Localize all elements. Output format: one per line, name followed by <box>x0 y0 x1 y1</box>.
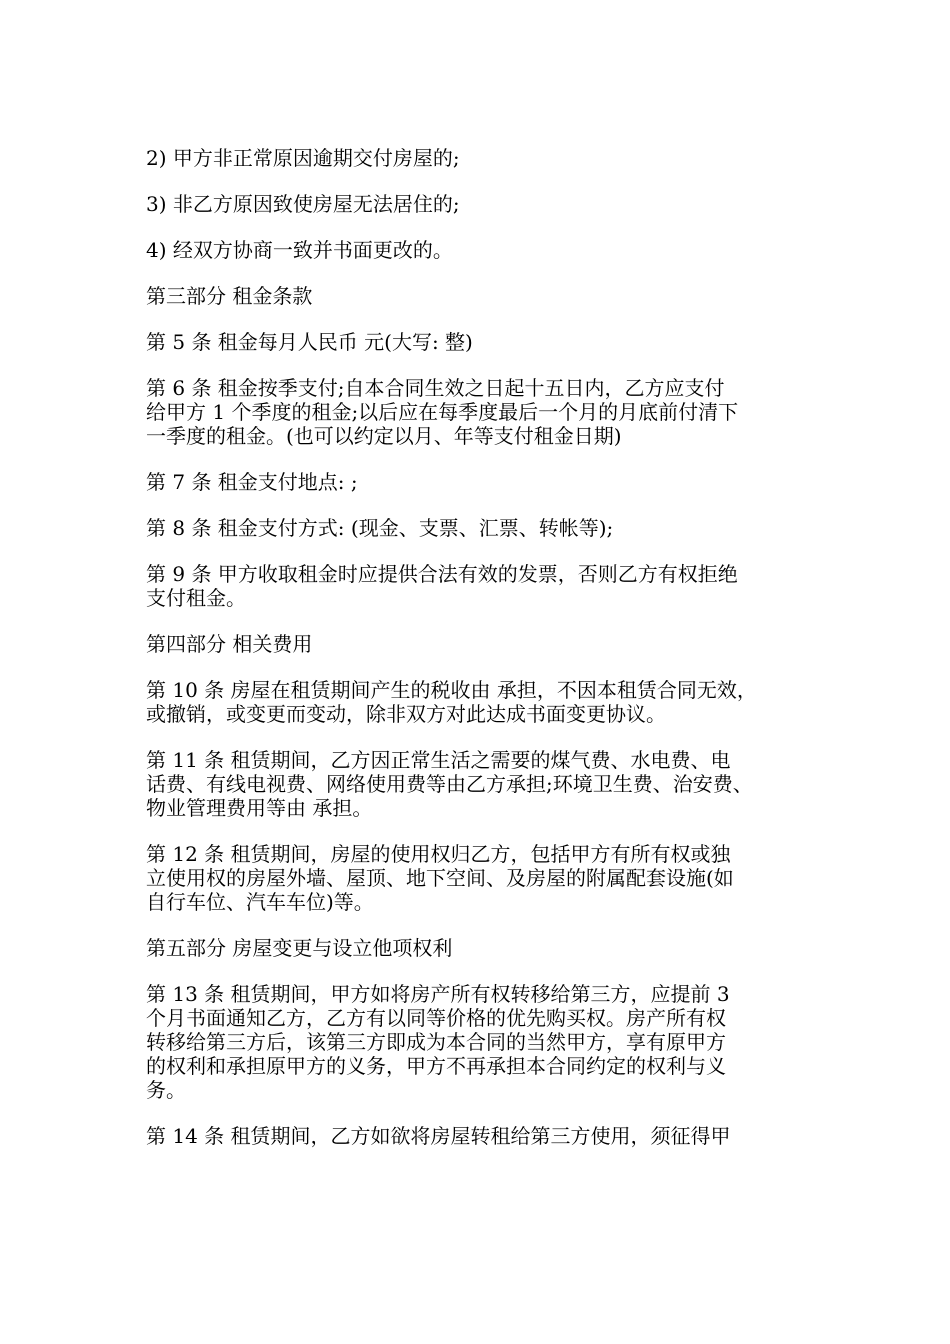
document-paragraph <box>146 284 826 308</box>
paragraph-line: 第四部分 相关费用 <box>146 632 313 656</box>
paragraph-line: 第 12 条 租赁期间，房屋的使用权归乙方，包括甲方有所有权或独 <box>146 842 731 866</box>
paragraph-line: 第 11 条 租赁期间，乙方因正常生活之需要的煤气费、水电费、电 <box>146 748 731 772</box>
document-paragraph <box>146 146 826 170</box>
paragraph-line: 第 9 条 甲方收取租金时应提供合法有效的发票，否则乙方有权拒绝 <box>146 562 738 586</box>
paragraph-line: 物业管理费用等由 承担。 <box>146 796 373 820</box>
paragraph-line: 自行车位、汽车车位)等。 <box>146 890 374 914</box>
document-paragraph <box>146 516 826 540</box>
document-paragraph <box>146 192 826 216</box>
paragraph-line: 话费、有线电视费、网络使用费等由乙方承担;环境卫生费、治安费、 <box>146 772 753 796</box>
paragraph-line: 第 6 条 租金按季支付;自本合同生效之日起十五日内，乙方应支付 <box>146 376 725 400</box>
document-body <box>146 146 826 1170</box>
document-paragraph <box>146 678 826 726</box>
paragraph-line: 务。 <box>146 1078 186 1102</box>
paragraph-line: 第 13 条 租赁期间，甲方如将房产所有权转移给第三方，应提前 3 <box>146 982 730 1006</box>
document-paragraph <box>146 936 826 960</box>
paragraph-line: 一季度的租金。(也可以约定以月、年等支付租金日期) <box>146 424 622 448</box>
document-paragraph <box>146 748 826 820</box>
paragraph-line: 第 7 条 租金支付地点: ; <box>146 470 358 494</box>
paragraph-line: 4) 经双方协商一致并书面更改的。 <box>146 238 453 262</box>
paragraph-line: 支付租金。 <box>146 586 246 610</box>
document-paragraph <box>146 982 826 1102</box>
paragraph-line: 第五部分 房屋变更与设立他项权利 <box>146 936 453 960</box>
paragraph-line: 个月书面通知乙方，乙方有以同等价格的优先购买权。房产所有权 <box>146 1006 726 1030</box>
paragraph-line: 2) 甲方非正常原因逾期交付房屋的; <box>146 146 460 170</box>
paragraph-line: 或撤销，或变更而变动，除非双方对此达成书面变更协议。 <box>146 702 666 726</box>
document-paragraph <box>146 330 826 354</box>
document-paragraph <box>146 562 826 610</box>
paragraph-line: 第 14 条 租赁期间，乙方如欲将房屋转租给第三方使用，须征得甲 <box>146 1124 731 1148</box>
paragraph-line: 的权利和承担原甲方的义务，甲方不再承担本合同约定的权利与义 <box>146 1054 726 1078</box>
paragraph-line: 第三部分 租金条款 <box>146 284 313 308</box>
paragraph-line: 3) 非乙方原因致使房屋无法居住的; <box>146 192 460 216</box>
paragraph-line: 第 10 条 房屋在租赁期间产生的税收由 承担，不因本租赁合同无效， <box>146 678 757 702</box>
paragraph-line: 立使用权的房屋外墙、屋顶、地下空间、及房屋的附属配套设施(如 <box>146 866 734 890</box>
paragraph-line: 第 5 条 租金每月人民币 元(大写: 整) <box>146 330 473 354</box>
paragraph-line: 给甲方 1 个季度的租金;以后应在每季度最后一个月的月底前付清下 <box>146 400 739 424</box>
document-paragraph <box>146 842 826 914</box>
paragraph-line: 转移给第三方后，该第三方即成为本合同的当然甲方，享有原甲方 <box>146 1030 726 1054</box>
document-paragraph <box>146 632 826 656</box>
paragraph-line: 第 8 条 租金支付方式: (现金、支票、汇票、转帐等); <box>146 516 614 540</box>
document-paragraph <box>146 376 826 448</box>
document-paragraph <box>146 238 826 262</box>
document-paragraph <box>146 470 826 494</box>
document-paragraph <box>146 1124 826 1148</box>
